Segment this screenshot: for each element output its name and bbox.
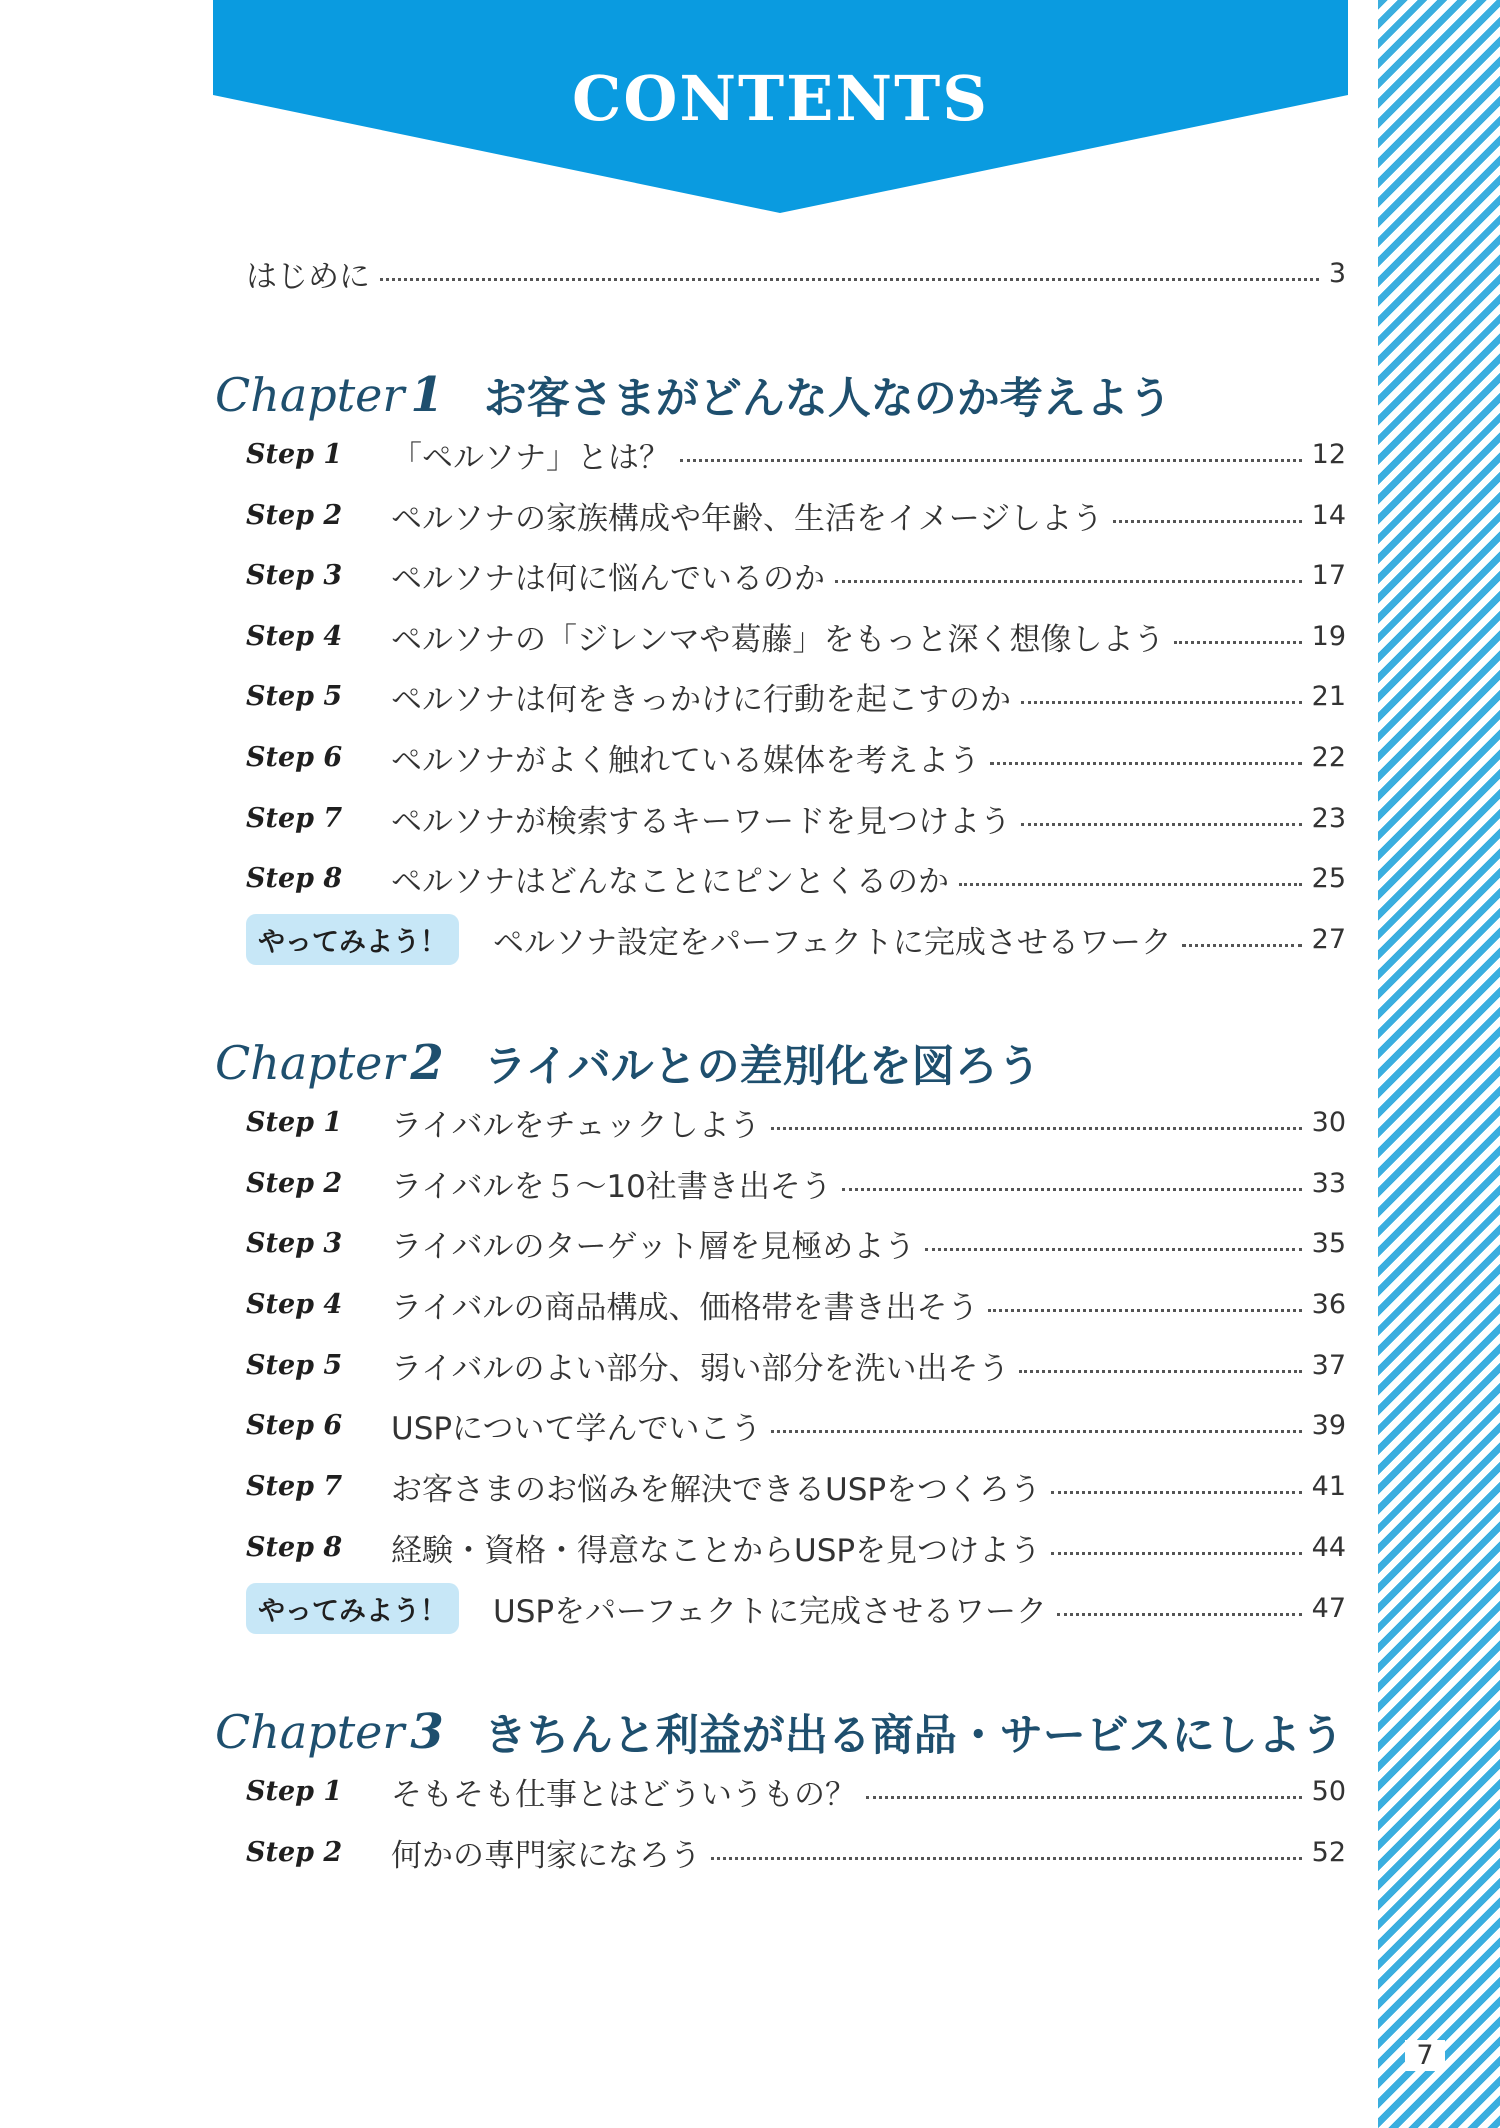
page-number: 7 — [1405, 2040, 1445, 2071]
leader-dots — [925, 1248, 1301, 1251]
chapter-title: お客さまがどんな人なのか考えよう — [483, 373, 1172, 424]
toc-page-number: 12 — [1311, 438, 1346, 470]
toc-row-step[interactable] — [246, 1097, 1346, 1147]
toc-row-step[interactable] — [246, 671, 1346, 721]
leader-dots — [1182, 944, 1302, 947]
step-mark: Step 2 — [246, 1167, 343, 1199]
step-mark: Step 7 — [246, 1470, 343, 1502]
toc-row-step[interactable] — [246, 793, 1346, 843]
toc-row-intro[interactable] — [246, 248, 1346, 298]
toc-entry-label: ペルソナは何に悩んでいるのか — [391, 560, 825, 597]
toc-page-number: 3 — [1328, 257, 1346, 289]
leader-dots — [842, 1188, 1302, 1191]
toc-entry-label: ペルソナはどんなことにピンとくるのか — [391, 863, 949, 900]
toc-row-step[interactable] — [246, 1218, 1346, 1268]
page-title: CONTENTS — [571, 62, 989, 135]
step-mark: Step 1 — [246, 1106, 343, 1138]
leader-dots — [1113, 520, 1302, 523]
toc-page-number: 52 — [1311, 1836, 1346, 1868]
toc-entry-label: ライバルのよい部分、弱い部分を洗い出そう — [391, 1350, 1010, 1387]
toc-page-number: 14 — [1311, 499, 1346, 531]
toc-page-number: 33 — [1311, 1167, 1346, 1199]
toc-page-number: 44 — [1311, 1531, 1346, 1563]
leader-dots — [988, 1309, 1301, 1312]
toc-row-step[interactable] — [246, 429, 1346, 479]
toc-entry-label: USPをパーフェクトに完成させるワーク — [493, 1593, 1047, 1630]
leader-dots — [990, 762, 1302, 765]
toc-page-number: 47 — [1311, 1592, 1346, 1624]
toc-page-number: 41 — [1311, 1470, 1346, 1502]
leader-dots — [380, 278, 1319, 281]
leader-dots — [1019, 1370, 1301, 1373]
toc-entry-label: 「ペルソナ」とは？ — [391, 439, 670, 476]
chapter-number: 2 — [410, 1035, 444, 1091]
toc-page-number: 25 — [1311, 862, 1346, 894]
toc-page-number: 27 — [1311, 923, 1346, 955]
leader-dots — [1021, 701, 1302, 704]
step-mark: Step 3 — [246, 1227, 343, 1259]
leader-dots — [680, 459, 1302, 462]
step-mark: Step 2 — [246, 1836, 343, 1868]
chapter-word: Chapter — [215, 368, 405, 422]
chapter-word: Chapter — [215, 1705, 405, 1759]
toc-entry-label: ペルソナは何をきっかけに行動を起こすのか — [391, 681, 1011, 718]
toc-row-step[interactable] — [246, 550, 1346, 600]
leader-dots — [1057, 1613, 1302, 1616]
toc-page-number: 37 — [1311, 1349, 1346, 1381]
toc-entry-label: 何かの専門家になろう — [391, 1837, 701, 1874]
toc-entry-label: ペルソナ設定をパーフェクトに完成させるワーク — [493, 924, 1172, 961]
toc-page-number: 19 — [1311, 620, 1346, 652]
toc-row-step[interactable] — [246, 1340, 1346, 1390]
toc-entry-label: ペルソナが検索するキーワードを見つけよう — [391, 803, 1011, 840]
step-mark: Step 7 — [246, 802, 343, 834]
chapter-number: 1 — [410, 367, 444, 423]
toc-row-step[interactable] — [246, 1827, 1346, 1877]
toc-entry-label: そもそも仕事とはどういうもの？ — [391, 1776, 856, 1813]
toc-entry-label: ライバルを５～10社書き出そう — [391, 1168, 832, 1205]
toc-row-step[interactable] — [246, 853, 1346, 903]
try-it-badge: やってみよう！ — [246, 914, 459, 965]
chapter-heading-2[interactable] — [215, 1028, 1355, 1098]
step-mark: Step 6 — [246, 741, 343, 773]
leader-dots — [1021, 823, 1302, 826]
toc-row-step[interactable] — [246, 1158, 1346, 1208]
toc-entry-label: ペルソナの「ジレンマや葛藤」をもっと深く想像しよう — [391, 621, 1165, 658]
chapter-heading-3[interactable] — [215, 1697, 1355, 1767]
toc-row-step[interactable] — [246, 490, 1346, 540]
toc-page-number: 21 — [1311, 680, 1346, 712]
toc-row-work[interactable] — [246, 1583, 1346, 1633]
toc-row-work[interactable] — [246, 914, 1346, 964]
toc-entry-label: 経験・資格・得意なことからUSPを見つけよう — [391, 1532, 1042, 1569]
toc-page-number: 39 — [1311, 1409, 1346, 1441]
leader-dots — [1051, 1552, 1302, 1555]
toc-entry-label: USPについて学んでいこう — [391, 1410, 762, 1447]
try-it-badge: やってみよう！ — [246, 1583, 459, 1634]
step-mark: Step 4 — [246, 1288, 343, 1320]
chapter-number: 3 — [410, 1704, 444, 1760]
toc-entry-label: ペルソナの家族構成や年齢、生活をイメージしよう — [391, 500, 1104, 537]
step-mark: Step 1 — [246, 1775, 343, 1807]
toc-entry-label: ライバルのターゲット層を見極めよう — [391, 1228, 916, 1265]
toc-entry-label: ペルソナがよく触れている媒体を考えよう — [391, 742, 980, 779]
step-mark: Step 3 — [246, 559, 343, 591]
toc-page-number: 22 — [1311, 741, 1346, 773]
toc-row-step[interactable] — [246, 1461, 1346, 1511]
toc-entry-label: ライバルをチェックしよう — [391, 1107, 761, 1144]
toc-page-number: 23 — [1311, 802, 1346, 834]
toc-page-number: 36 — [1311, 1288, 1346, 1320]
leader-dots — [771, 1127, 1302, 1130]
chapter-title: ライバルとの差別化を図ろう — [483, 1041, 1041, 1092]
toc-row-step[interactable] — [246, 732, 1346, 782]
toc-entry-label: お客さまのお悩みを解決できるUSPをつくろう — [391, 1471, 1042, 1508]
decorative-stripe-band — [1378, 0, 1500, 2128]
toc-page-number: 17 — [1311, 559, 1346, 591]
step-mark: Step 8 — [246, 862, 343, 894]
toc-row-step[interactable] — [246, 1400, 1346, 1450]
step-mark: Step 1 — [246, 438, 343, 470]
step-mark: Step 4 — [246, 620, 343, 652]
contents-banner — [213, 0, 1348, 215]
toc-row-step[interactable] — [246, 1766, 1346, 1816]
toc-page-number: 30 — [1311, 1106, 1346, 1138]
toc-page-number: 35 — [1311, 1227, 1346, 1259]
leader-dots — [771, 1430, 1301, 1433]
step-mark: Step 2 — [246, 499, 343, 531]
step-mark: Step 8 — [246, 1531, 343, 1563]
chapter-word: Chapter — [215, 1036, 405, 1090]
leader-dots — [1174, 641, 1301, 644]
toc-entry-label: ライバルの商品構成、価格帯を書き出そう — [391, 1289, 979, 1326]
leader-dots — [959, 883, 1302, 886]
toc-row-step[interactable] — [246, 1279, 1346, 1329]
step-mark: Step 5 — [246, 680, 343, 712]
toc-page-number: 50 — [1311, 1775, 1346, 1807]
leader-dots — [1051, 1491, 1302, 1494]
toc-row-step[interactable] — [246, 1522, 1346, 1572]
leader-dots — [835, 580, 1302, 583]
step-mark: Step 5 — [246, 1349, 343, 1381]
step-mark: Step 6 — [246, 1409, 343, 1441]
chapter-title: きちんと利益が出る商品・サービスにしよう — [483, 1710, 1344, 1761]
toc-row-step[interactable] — [246, 611, 1346, 661]
leader-dots — [711, 1857, 1302, 1860]
leader-dots — [866, 1796, 1302, 1799]
toc-entry-label: はじめに — [246, 258, 370, 295]
chapter-heading-1[interactable] — [215, 360, 1355, 430]
